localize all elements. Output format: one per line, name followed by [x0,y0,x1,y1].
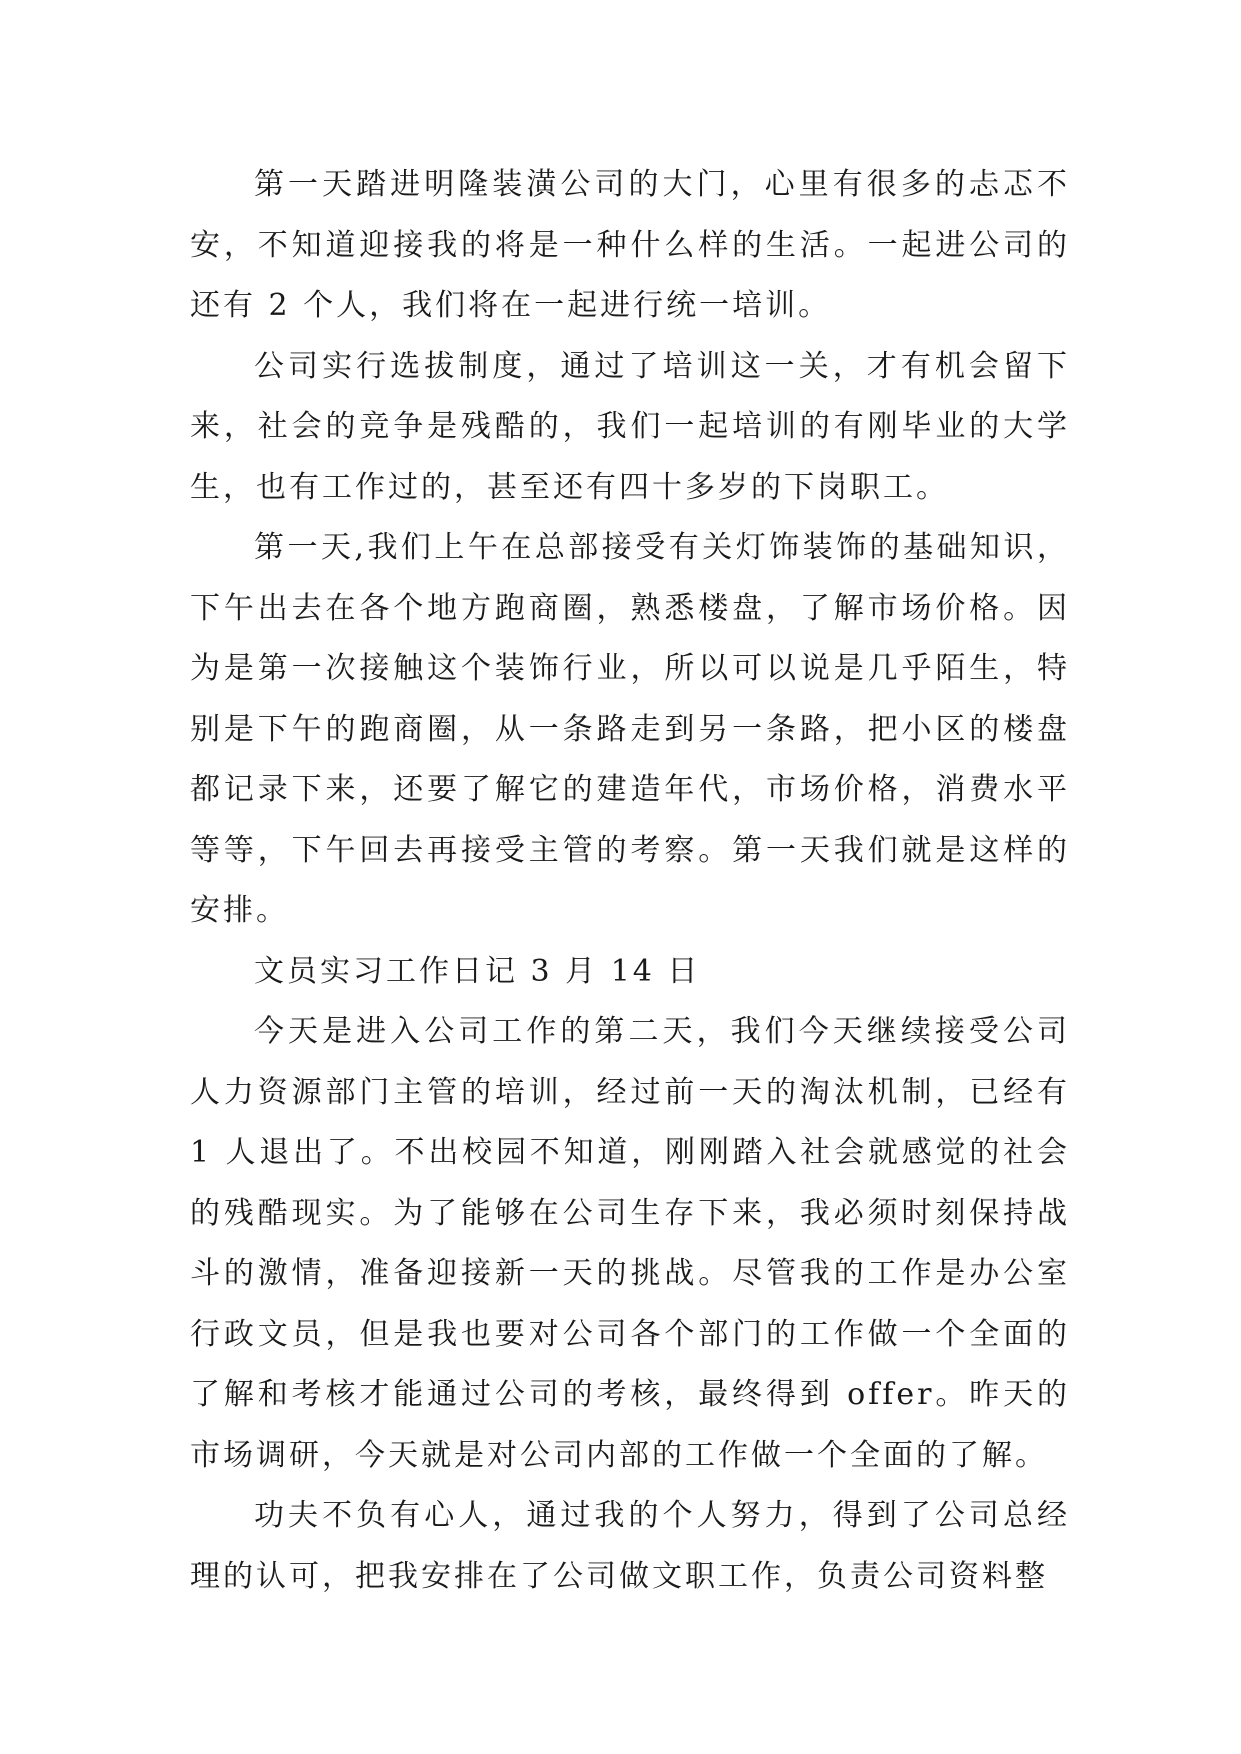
paragraph-recognition: 功夫不负有心人，通过我的个人努力，得到了公司总经理的认可，把我安排在了公司做文职工作，负责公司资料整 [190,1498,1070,1594]
paragraph-selection-system: 公司实行选拔制度，通过了培训这一关，才有机会留下来，社会的竞争是残酷的，我们一起培训的有刚毕业的大学生，也有工作过的，甚至还有四十多岁的下岗职工。 [190,348,1070,505]
paragraph-first-day: 第一天踏进明隆装潢公司的大门，心里有很多的忐忑不安，不知道迎接我的将是一种什么样的生活。一起进公司的还有 2 个人，我们将在一起进行统一培训。 [190,167,1070,323]
diary-entry-heading: 文员实习工作日记 3 月 14 日 [254,953,701,989]
paragraph-second-day: 今天是进入公司工作的第二天，我们今天继续接受公司人力资源部门主管的培训，经过前一天的淘汰机制，已经有 1 人退出了。不出校园不知道，刚刚踏入社会就感觉的社会的残酷现实。为了能够在公司生存下来，我必须时刻保持战斗的激情，准备迎接新一天的挑战。尽管我的工作是办公室行政文员，但是我也要对公司各个部门的工作做一个全面的了解和考核才能通过公司的考核，最终得到 offer。昨天的市场调研，今天就是对公司内部的工作做一个全面的了解。 [190,1014,1070,1473]
document-body [190,155,1070,1607]
paragraph-first-day-schedule: 第一天,我们上午在总部接受有关灯饰装饰的基础知识，下午出去在各个地方跑商圈，熟悉楼盘，了解市场价格。因为是第一次接触这个装饰行业，所以可以说是几乎陌生，特别是下午的跑商圈，从一条路走到另一条路，把小区的楼盘都记录下来，还要了解它的建造年代，市场价格，消费水平等等，下午回去再接受主管的考察。第一天我们就是这样的安排。 [190,530,1070,928]
